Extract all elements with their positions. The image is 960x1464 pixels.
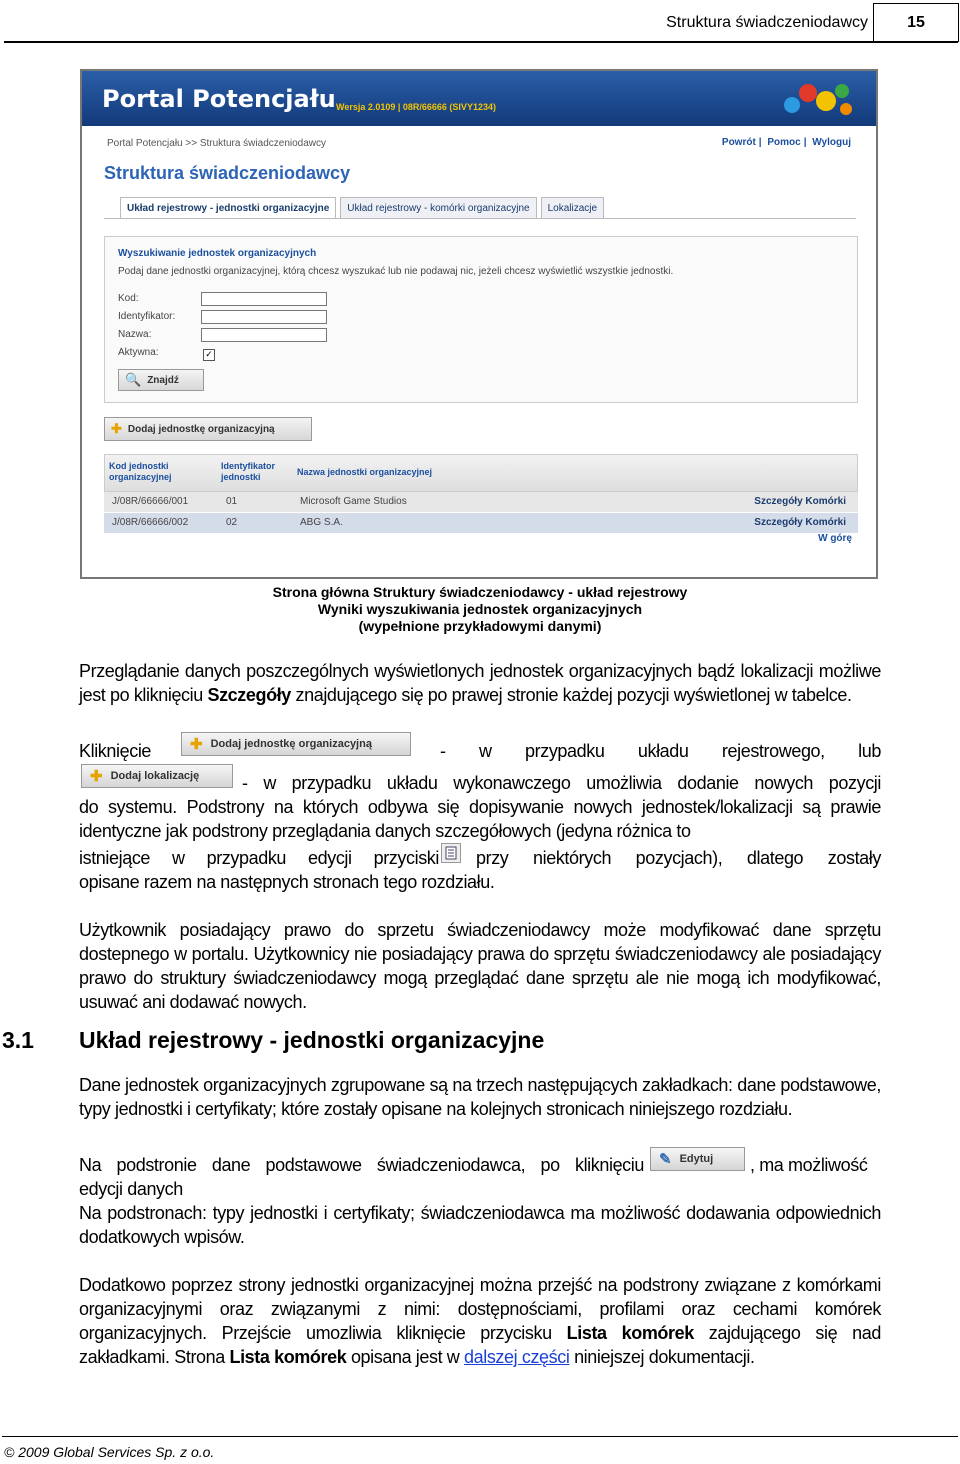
cell-id: 02: [226, 517, 238, 528]
top-links: Powrót | Pomoc | Wyloguj: [721, 137, 851, 148]
tab-divider: [104, 218, 856, 219]
paragraph-tabs: Dane jednostek organizacyjnych zgrupowane są na trzech następujących zakładkach: dane podstawowe, typy jednostki i certyfikaty; które zostały opisane na kolejnych stronicach niniejszego rozdziału.: [79, 1075, 881, 1119]
p5-suffix: , ma możliwość: [750, 1155, 868, 1175]
breadcrumb[interactable]: Portal Potencjału >> Struktura świadczeniodawcy: [107, 138, 327, 149]
portal-screenshot: [80, 69, 878, 579]
name-input[interactable]: [201, 328, 327, 342]
search-description: Podaj dane jednostki organizacyjnej, którą chcesz wyszukać lub nie podawaj nic, jeżeli chcesz wyświetlić wszystkie jednostki.: [118, 266, 674, 277]
p2-edit-prefix: istniejące w przypadku edycji przyciski: [79, 848, 439, 868]
p7-text: Dodatkowo poprzez strony jednostki organizacyjnej można przejść na podstrony związane z komórkami organizacyjnymi oraz związanymi z nimi: dostępnościami, profilami oraz cechami komórek organizacyjnych. Przejście umozliwia kliknięcie przycisku: [79, 1275, 881, 1343]
section-number: 3.1: [2, 1027, 34, 1053]
search-title: Wyszukiwanie jednostek organizacyjnych: [118, 248, 317, 259]
results-table: [104, 454, 858, 534]
details-link[interactable]: Szczegóły Komórki: [754, 496, 846, 507]
inline-add-location-button: [81, 764, 233, 788]
page-number: 15: [873, 3, 959, 42]
figure-caption-line-2: Wyniki wyszukiwania jednostek organizacyjnych: [317, 601, 643, 617]
find-button[interactable]: [118, 369, 204, 391]
figure-caption-line-1: Strona główna Struktury świadczeniodawcy - układ rejestrowy: [272, 584, 688, 600]
p1-text: Przeglądanie danych poszczególnych wyświetlonych jednostek organizacyjnych bądź lokalizacji możliwe jest po kliknięciu: [79, 661, 881, 705]
search-panel: [104, 236, 858, 403]
figure-caption-line-3: (wypełnione przykładowymi danymi): [358, 618, 602, 634]
tab-locations[interactable]: Lokalizacje: [541, 197, 604, 219]
details-small-icon: [441, 843, 461, 863]
footer-divider: [2, 1436, 958, 1437]
portal-logo: Portal Potencjału: [102, 85, 336, 113]
edit-pencil-icon: ✎: [659, 1151, 672, 1168]
back-link[interactable]: Powrót: [721, 137, 756, 148]
p7-bold-2: Lista komórek: [229, 1347, 347, 1367]
inline-add-location-label: Dodaj lokalizację: [110, 770, 200, 782]
help-link[interactable]: Pomoc: [767, 137, 801, 148]
col-identifier[interactable]: Identyfikator jednostki: [221, 461, 276, 482]
inline-edit-button: [650, 1147, 745, 1171]
page-header: [0, 0, 960, 44]
inline-add-unit-button: [181, 732, 411, 756]
details-link[interactable]: Szczegóły Komórki: [754, 517, 846, 528]
portal-banner: [82, 71, 876, 126]
p2-executive: - w przypadku układu wykonawczego umożliwia dodanie nowych pozycji: [242, 773, 881, 793]
inline-edit-label: Edytuj: [679, 1153, 714, 1165]
tab-registry-cells[interactable]: Układ rejestrowy - komórki organizacyjne: [340, 197, 536, 219]
name-label: Nazwa:: [118, 329, 152, 340]
table-row: [104, 492, 858, 513]
active-checkbox[interactable]: ✓: [203, 349, 215, 361]
p1-bold: Szczegóły: [207, 685, 291, 705]
logout-link[interactable]: Wyloguj: [812, 137, 851, 148]
tab-registry-units[interactable]: Układ rejestrowy - jednostki organizacyjne: [120, 197, 336, 219]
col-code[interactable]: Kod jednostki organizacyjnej: [109, 461, 172, 482]
add-unit-label: Dodaj jednostkę organizacyjną: [127, 423, 275, 435]
cell-code: J/08R/66666/002: [112, 517, 189, 528]
table-row: [104, 513, 858, 534]
p1-text-end: znajdującego się po prawej stronie każdej pozycji wyświetlonej w tabelce.: [290, 685, 852, 705]
p2-last-line: opisane razem na następnych stronach tego rozdziału.: [79, 872, 495, 892]
footer-copyright: © 2009 Global Services Sp. z o.o.: [4, 1444, 215, 1460]
paragraph-equipment: Użytkownik posiadający prawo do sprzetu świadczeniodawcy może modyfikować dane sprzętu dostepnego w portalu. Użytkownicy nie posiadający prawa do sprzętu świadczeniodawcy ale posiadający prawo do struktury świadczeniodawcy mogą przeglądać dane sprzętu ale nie mogą ich modyfikować, usuwać ani dodawać nowych.: [79, 920, 881, 1012]
portal-page-title: Struktura świadczeniodawcy: [104, 163, 351, 183]
p7-text-2: zajdującego się nad zakładkami. Strona: [79, 1323, 881, 1367]
p2-click-word: Kliknięcie: [79, 741, 152, 761]
list-icon: [442, 844, 460, 862]
add-icon: ✚: [111, 421, 122, 436]
p2-continuation: do systemu. Podstrony na których odbywa się dopisywanie nowych jednostek/lokalizacji są prawie identyczne jak podstrony przeglądania danych szczegółowych (jedyna różnica to: [79, 797, 881, 841]
paragraph-cells: [79, 1273, 881, 1369]
paragraph-details: [79, 659, 881, 707]
p5-text: Na podstronie dane podstawowe świadczeniodawca, po kliknięciu: [79, 1155, 644, 1175]
header-title: Struktura świadczeniodawcy: [666, 14, 868, 31]
add-unit-button[interactable]: [104, 417, 312, 441]
code-label: Kod:: [118, 293, 139, 304]
section-title: Układ rejestrowy - jednostki organizacyjne: [79, 1027, 545, 1053]
inline-add-unit-label: Dodaj jednostkę organizacyjną: [210, 738, 372, 750]
add-icon: ✚: [90, 768, 103, 785]
header-divider: [4, 41, 958, 43]
cell-name: Microsoft Game Studios: [300, 496, 407, 507]
p5-end: edycji danych: [79, 1179, 183, 1199]
p7-bold-1: Lista komórek: [566, 1323, 694, 1343]
find-button-label: Znajdź: [147, 374, 179, 386]
p2-registry: - w przypadku układu rejestrowego, lub: [440, 741, 881, 761]
col-name[interactable]: Nazwa jednostki organizacyjnej: [297, 467, 433, 477]
logo-balls-icon: [778, 79, 858, 119]
p7-text-3: opisana jest w: [346, 1347, 465, 1367]
cell-id: 01: [226, 496, 238, 507]
paragraph-subpages: Na podstronach: typy jednostki i certyfikaty; świadczeniodawca ma możliwość dodawania odpowiednich dodatkowych wpisów.: [79, 1203, 881, 1247]
p2-edit-suffix: przy niektórych pozycjach), dlatego zostały: [476, 848, 881, 868]
cell-code: J/08R/66666/001: [112, 496, 189, 507]
add-icon: ✚: [190, 736, 203, 753]
cell-name: ABG S.A.: [300, 517, 343, 528]
identifier-label: Identyfikator:: [118, 311, 176, 322]
portal-version: Wersja 2.0109 | 08R/66666 (SIVY1234): [336, 102, 496, 112]
code-input[interactable]: [201, 292, 327, 306]
tab-bar: [120, 197, 608, 219]
active-label: Aktywna:: [118, 347, 159, 358]
p7-text-4: niniejszej dokumentacji.: [569, 1347, 755, 1367]
identifier-input[interactable]: [201, 310, 327, 324]
search-icon: 🔍: [125, 372, 142, 387]
further-part-link[interactable]: dalszej części: [464, 1347, 570, 1367]
back-to-top-link[interactable]: W górę: [818, 533, 852, 544]
table-header: [104, 454, 858, 492]
